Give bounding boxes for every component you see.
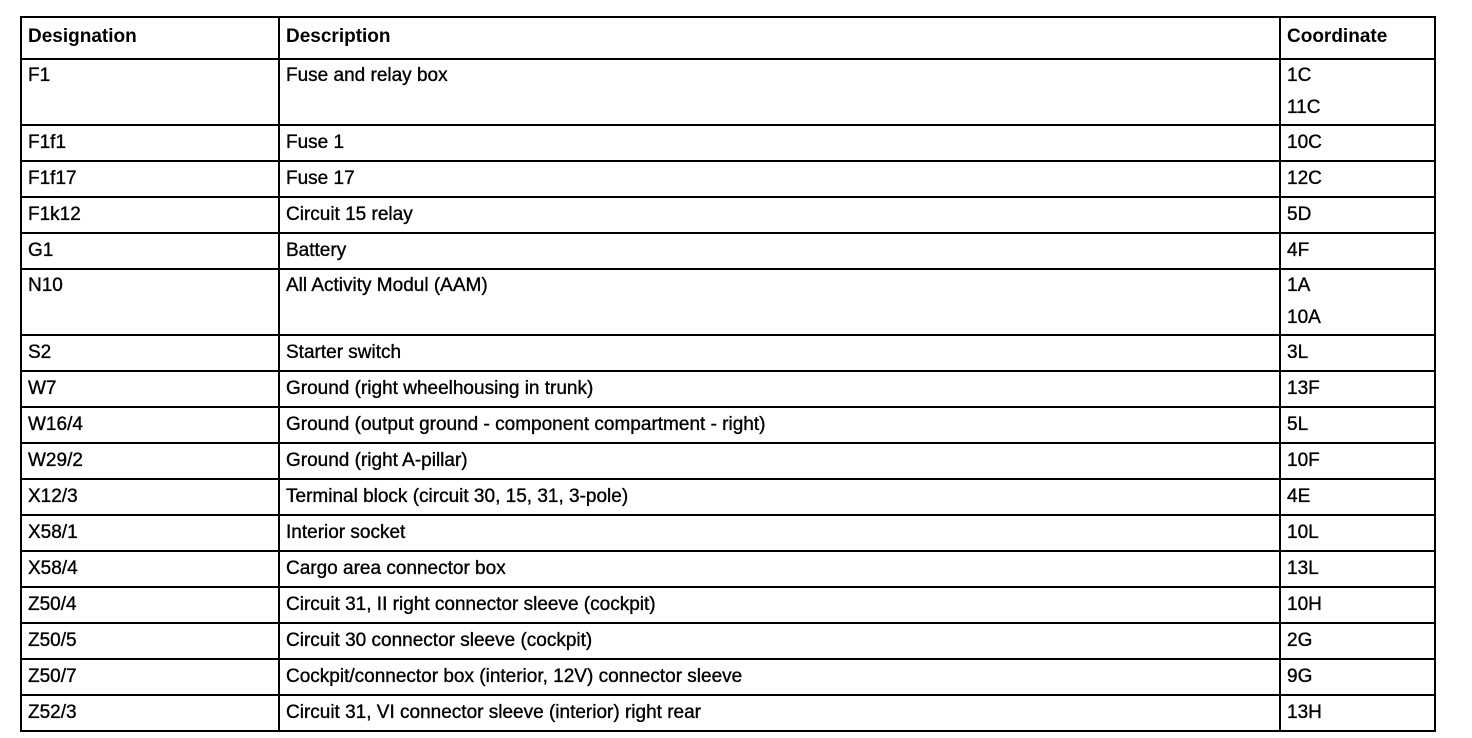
coordinate-value: 10F: [1287, 450, 1320, 471]
coordinate-cell: [1280, 551, 1435, 587]
coordinate-value: 10H: [1287, 594, 1322, 615]
coordinate-value: 10C: [1287, 132, 1322, 153]
coordinate-value: 10L: [1287, 522, 1319, 543]
table-row: [21, 623, 1435, 659]
table-row: [21, 515, 1435, 551]
description-cell: Fuse 17: [279, 161, 1280, 197]
designation-cell: X12/3: [21, 479, 279, 515]
coordinate-value: 2G: [1287, 630, 1313, 651]
description-cell: Circuit 31, VI connector sleeve (interior) right rear: [279, 695, 1280, 731]
table-row: [21, 659, 1435, 695]
designation-cell: G1: [21, 233, 279, 269]
coordinate-value: 1C: [1287, 65, 1312, 86]
coordinate-cell: [1280, 659, 1435, 695]
description-header: Description: [279, 17, 1280, 59]
description-cell: Circuit 30 connector sleeve (cockpit): [279, 623, 1280, 659]
coordinate-cell: [1280, 479, 1435, 515]
coordinate-cell: [1280, 269, 1435, 335]
table-row: [21, 161, 1435, 197]
table-row: [21, 551, 1435, 587]
component-legend-table: [20, 16, 1436, 732]
description-cell: All Activity Modul (AAM): [279, 269, 1280, 335]
description-cell: Cargo area connector box: [279, 551, 1280, 587]
table-row: [21, 407, 1435, 443]
description-cell: Circuit 31, II right connector sleeve (cockpit): [279, 587, 1280, 623]
coordinate-cell: [1280, 59, 1435, 125]
table-row: [21, 269, 1435, 335]
description-cell: Circuit 15 relay: [279, 197, 1280, 233]
table-header-row: [21, 17, 1435, 59]
table-row: [21, 125, 1435, 161]
coordinate-cell: [1280, 515, 1435, 551]
description-cell: Ground (right A-pillar): [279, 443, 1280, 479]
coordinate-cell: [1280, 233, 1435, 269]
table-row: [21, 233, 1435, 269]
coordinate-value: 9G: [1287, 666, 1313, 687]
description-cell: Cockpit/connector box (interior, 12V) connector sleeve: [279, 659, 1280, 695]
coordinate-value: 4F: [1287, 240, 1310, 261]
description-cell: Battery: [279, 233, 1280, 269]
coordinate-cell: [1280, 161, 1435, 197]
coordinate-cell: [1280, 371, 1435, 407]
coordinate-cell: [1280, 407, 1435, 443]
designation-cell: F1f1: [21, 125, 279, 161]
table-row: [21, 695, 1435, 731]
description-cell: Ground (right wheelhousing in trunk): [279, 371, 1280, 407]
description-cell: Fuse and relay box: [279, 59, 1280, 125]
table-body: [21, 59, 1435, 731]
designation-cell: S2: [21, 335, 279, 371]
coordinate-cell: [1280, 335, 1435, 371]
coordinate-value: 11C: [1287, 97, 1321, 118]
designation-cell: W7: [21, 371, 279, 407]
coordinate-cell: [1280, 197, 1435, 233]
description-cell: Fuse 1: [279, 125, 1280, 161]
coordinate-cell: [1280, 587, 1435, 623]
coordinate-header: Coordinate: [1280, 17, 1435, 59]
table-row: [21, 59, 1435, 125]
designation-cell: Z52/3: [21, 695, 279, 731]
coordinate-value: 5L: [1287, 414, 1309, 435]
designation-header: Designation: [21, 17, 279, 59]
component-legend-sheet: [20, 16, 1436, 732]
table-row: [21, 443, 1435, 479]
table-row: [21, 371, 1435, 407]
coordinate-cell: [1280, 695, 1435, 731]
table-row: [21, 587, 1435, 623]
designation-cell: N10: [21, 269, 279, 335]
coordinate-value: 12C: [1287, 168, 1322, 189]
coordinate-value: 13L: [1287, 558, 1319, 579]
coordinate-value: 3L: [1287, 342, 1309, 363]
description-cell: Starter switch: [279, 335, 1280, 371]
designation-cell: X58/4: [21, 551, 279, 587]
description-cell: Terminal block (circuit 30, 15, 31, 3-pole): [279, 479, 1280, 515]
designation-cell: F1f17: [21, 161, 279, 197]
designation-cell: Z50/5: [21, 623, 279, 659]
coordinate-cell: [1280, 443, 1435, 479]
table-row: [21, 197, 1435, 233]
coordinate-value: 13F: [1287, 378, 1320, 399]
coordinate-cell: [1280, 125, 1435, 161]
table-row: [21, 479, 1435, 515]
table-row: [21, 335, 1435, 371]
designation-cell: W29/2: [21, 443, 279, 479]
coordinate-value: 4E: [1287, 486, 1311, 507]
coordinate-cell: [1280, 623, 1435, 659]
designation-cell: W16/4: [21, 407, 279, 443]
coordinate-value: 13H: [1287, 702, 1322, 723]
designation-cell: Z50/4: [21, 587, 279, 623]
coordinate-value: 10A: [1287, 307, 1321, 328]
description-cell: Ground (output ground - component compartment - right): [279, 407, 1280, 443]
designation-cell: F1: [21, 59, 279, 125]
description-cell: Interior socket: [279, 515, 1280, 551]
designation-cell: X58/1: [21, 515, 279, 551]
designation-cell: Z50/7: [21, 659, 279, 695]
designation-cell: F1k12: [21, 197, 279, 233]
coordinate-value: 5D: [1287, 204, 1312, 225]
coordinate-value: 1A: [1287, 275, 1311, 296]
